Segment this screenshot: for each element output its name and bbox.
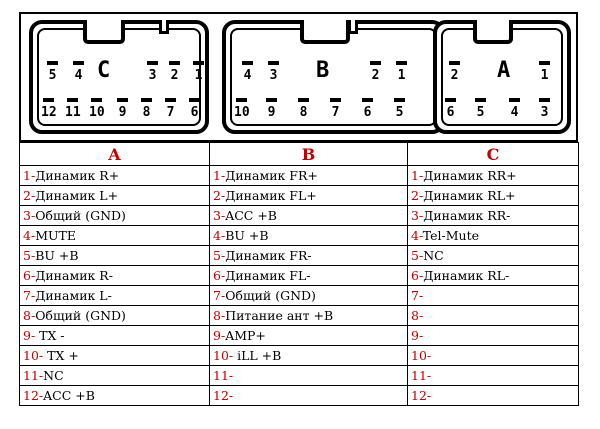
pin-separator: - [220, 328, 226, 343]
pin-separator: - [220, 288, 226, 303]
pin-cell-c [408, 326, 579, 346]
connector-c-notch [159, 20, 169, 34]
connector-a [433, 20, 571, 134]
pin-separator: - [38, 388, 44, 403]
connector-b-pin: 10 [234, 105, 250, 120]
pin-cell-b [210, 326, 408, 346]
connector-a-pin: 5 [473, 106, 488, 119]
pin-separator: - [418, 248, 424, 263]
pin-function: iLL +B [233, 348, 282, 363]
pin-cell-c [408, 366, 579, 386]
pin-number: 1 [23, 168, 31, 183]
pin-function: ACC +B [43, 388, 95, 403]
pin-number: 11 [213, 368, 229, 383]
pin-separator: - [418, 168, 424, 183]
pin-separator: - [418, 308, 424, 323]
pin-number: 4 [23, 228, 31, 243]
pin-cell-a [20, 346, 210, 366]
pin-separator: - [418, 188, 424, 203]
pin-separator: - [30, 288, 36, 303]
pin-cell-c [408, 186, 579, 206]
connector-c-pin: 6 [187, 106, 202, 119]
pin-cell-c [408, 346, 579, 366]
pin-number: 5 [411, 248, 419, 263]
connector-a-latch [473, 20, 513, 44]
connector-b-pin: 5 [392, 106, 407, 119]
pin-function: Динамик FR+ [225, 168, 318, 183]
pin-cell-c [408, 246, 579, 266]
connector-b-latch [300, 20, 350, 44]
pin-number: 11 [23, 368, 39, 383]
pin-separator: - [426, 388, 432, 403]
pin-function: Динамик RR+ [423, 168, 517, 183]
pin-number: 10 [411, 348, 427, 363]
pin-separator: - [220, 188, 226, 203]
pin-number: 11 [411, 368, 427, 383]
connector-b [222, 20, 445, 134]
pin-function: ACC +B [225, 208, 277, 223]
pin-function: TX - [35, 328, 65, 343]
table-row [20, 206, 579, 226]
pin-cell-b [210, 186, 408, 206]
pin-cell-c [408, 286, 579, 306]
pin-number: 2 [411, 188, 419, 203]
pin-number: 2 [23, 188, 31, 203]
pin-separator: - [220, 228, 226, 243]
pin-function: BU +B [35, 248, 79, 263]
pinout-table [19, 142, 579, 406]
pin-number: 1 [213, 168, 221, 183]
pin-separator: - [228, 388, 234, 403]
pin-number: 7 [213, 288, 221, 303]
pin-separator: - [220, 308, 226, 323]
connector-c [29, 20, 209, 134]
table-row [20, 306, 579, 326]
pin-cell-c [408, 226, 579, 246]
connector-c-pin: 10 [89, 105, 105, 120]
connector-c-pin: 1 [191, 69, 206, 82]
pin-function: Динамик FL- [225, 268, 311, 283]
connector-a-pin: 3 [537, 106, 552, 119]
pin-separator: - [418, 228, 423, 243]
pin-separator: - [220, 208, 226, 223]
pin-number: 5 [23, 248, 31, 263]
pin-number: 3 [23, 208, 31, 223]
pin-cell-c [408, 266, 579, 286]
pin-separator: - [30, 308, 36, 323]
pin-separator: - [38, 368, 44, 383]
connector-b-pin: 8 [296, 106, 311, 119]
pin-function: Динамик L- [35, 288, 112, 303]
pin-function: AMP+ [225, 328, 266, 343]
pin-function: TX + [43, 348, 79, 363]
connector-a-pin: 1 [537, 69, 552, 82]
pin-number: 3 [213, 208, 221, 223]
pin-function: Динамик FL+ [225, 188, 317, 203]
pin-separator: - [30, 188, 36, 203]
connector-c-pin: 7 [163, 106, 178, 119]
pin-function: Динамик RL- [423, 268, 510, 283]
connector-c-pin: 8 [139, 106, 154, 119]
table-row [20, 366, 579, 386]
table-row [20, 226, 579, 246]
table-row [20, 166, 579, 186]
pin-function: Динамик RL+ [423, 188, 516, 203]
pin-separator: - [418, 288, 424, 303]
pin-separator: - [30, 228, 36, 243]
pin-cell-a [20, 306, 210, 326]
pin-number: 6 [213, 268, 221, 283]
pin-cell-c [408, 386, 579, 406]
pin-function: Общий (GND) [35, 308, 126, 323]
pin-cell-b [210, 306, 408, 326]
pin-cell-a [20, 166, 210, 186]
pin-function: Динамик L+ [35, 188, 119, 203]
pin-separator: - [228, 368, 234, 383]
pin-separator: - [220, 248, 226, 263]
pin-function: Tel-Mute [422, 228, 479, 243]
connector-c-letter: C [97, 58, 111, 83]
pin-function: Динамик R+ [35, 168, 120, 183]
pin-function: Общий (GND) [35, 208, 126, 223]
pin-separator: - [30, 248, 36, 263]
pin-separator: - [30, 268, 36, 283]
pin-number: 4 [213, 228, 221, 243]
pin-function: Динамик R- [35, 268, 113, 283]
pin-cell-c [408, 306, 579, 326]
connector-a-letter: A [497, 58, 511, 83]
pin-separator: - [418, 268, 424, 283]
connector-b-pin: 1 [394, 69, 409, 82]
connector-diagram [19, 12, 578, 142]
pin-separator: - [418, 328, 424, 343]
pin-function: Динамик RR- [423, 208, 511, 223]
pin-number: 9 [23, 328, 31, 343]
connector-a-pin: 6 [443, 106, 458, 119]
pin-function: Питание ант +B [225, 308, 334, 323]
pin-separator: - [220, 168, 226, 183]
pin-cell-a [20, 226, 210, 246]
connector-b-pin: 3 [266, 69, 281, 82]
connector-b-pin: 2 [368, 69, 383, 82]
table-row [20, 266, 579, 286]
table-row [20, 326, 579, 346]
connector-c-pin: 5 [45, 69, 60, 82]
pin-cell-b [210, 266, 408, 286]
connector-b-pin: 9 [264, 106, 279, 119]
pin-separator: - [30, 328, 36, 343]
pin-separator: - [38, 348, 44, 363]
pin-function: MUTE [35, 228, 76, 243]
connector-c-latch [83, 20, 125, 44]
table-row [20, 346, 579, 366]
pin-cell-b [210, 366, 408, 386]
column-header-b: B [210, 143, 408, 166]
pin-separator: - [426, 368, 432, 383]
column-header-a: A [20, 143, 210, 166]
pin-cell-b [210, 206, 408, 226]
connector-c-pin: 3 [145, 69, 160, 82]
pin-cell-b [210, 246, 408, 266]
pin-number: 9 [213, 328, 221, 343]
pin-number: 8 [411, 308, 419, 323]
pin-cell-a [20, 366, 210, 386]
pin-number: 8 [213, 308, 221, 323]
pin-number: 9 [411, 328, 419, 343]
connector-b-pin: 6 [360, 106, 375, 119]
pin-number: 4 [411, 228, 419, 243]
pin-cell-b [210, 386, 408, 406]
connector-a-pin: 4 [507, 106, 522, 119]
pin-number: 10 [213, 348, 229, 363]
pin-cell-b [210, 346, 408, 366]
table-row [20, 246, 579, 266]
pin-number: 2 [213, 188, 221, 203]
pin-number: 6 [23, 268, 31, 283]
pin-number: 12 [411, 388, 427, 403]
pin-number: 3 [411, 208, 419, 223]
connector-a-pin: 2 [447, 69, 462, 82]
pin-separator: - [418, 208, 424, 223]
pin-number: 1 [411, 168, 419, 183]
connector-c-pin: 2 [167, 69, 182, 82]
pin-function: NC [43, 368, 64, 383]
connector-b-pin: 7 [328, 106, 343, 119]
connector-c-pin: 12 [41, 105, 57, 120]
pin-number: 10 [23, 348, 39, 363]
pin-function: Динамик FR- [225, 248, 312, 263]
pin-cell-c [408, 206, 579, 226]
table-row [20, 186, 579, 206]
pin-number: 12 [23, 388, 39, 403]
pin-number: 5 [213, 248, 221, 263]
pin-separator: - [30, 208, 36, 223]
pin-cell-a [20, 286, 210, 306]
pin-separator: - [220, 268, 226, 283]
table-header-row [20, 143, 579, 166]
pin-cell-a [20, 206, 210, 226]
pin-separator: - [426, 348, 432, 363]
connector-b-notch [348, 20, 358, 34]
pin-cell-a [20, 246, 210, 266]
pin-cell-a [20, 266, 210, 286]
pin-cell-a [20, 326, 210, 346]
pin-cell-c [408, 166, 579, 186]
pin-number: 8 [23, 308, 31, 323]
pin-number: 7 [411, 288, 419, 303]
pin-separator: - [228, 348, 234, 363]
column-header-c: C [408, 143, 579, 166]
pin-cell-a [20, 186, 210, 206]
pin-cell-b [210, 226, 408, 246]
connector-b-letter: B [316, 58, 330, 83]
pin-separator: - [30, 168, 36, 183]
pin-function: NC [423, 248, 444, 263]
pin-function: Общий (GND) [225, 288, 316, 303]
pin-number: 7 [23, 288, 31, 303]
pin-function: BU +B [225, 228, 269, 243]
pin-cell-b [210, 286, 408, 306]
table-row [20, 286, 579, 306]
connector-b-pin: 4 [240, 69, 255, 82]
pin-number: 12 [213, 388, 229, 403]
connector-c-pin: 4 [71, 69, 86, 82]
pin-number: 6 [411, 268, 419, 283]
pin-cell-b [210, 166, 408, 186]
table-row [20, 386, 579, 406]
connector-c-pin: 9 [115, 106, 130, 119]
connector-c-pin: 11 [65, 105, 81, 120]
pin-cell-a [20, 386, 210, 406]
